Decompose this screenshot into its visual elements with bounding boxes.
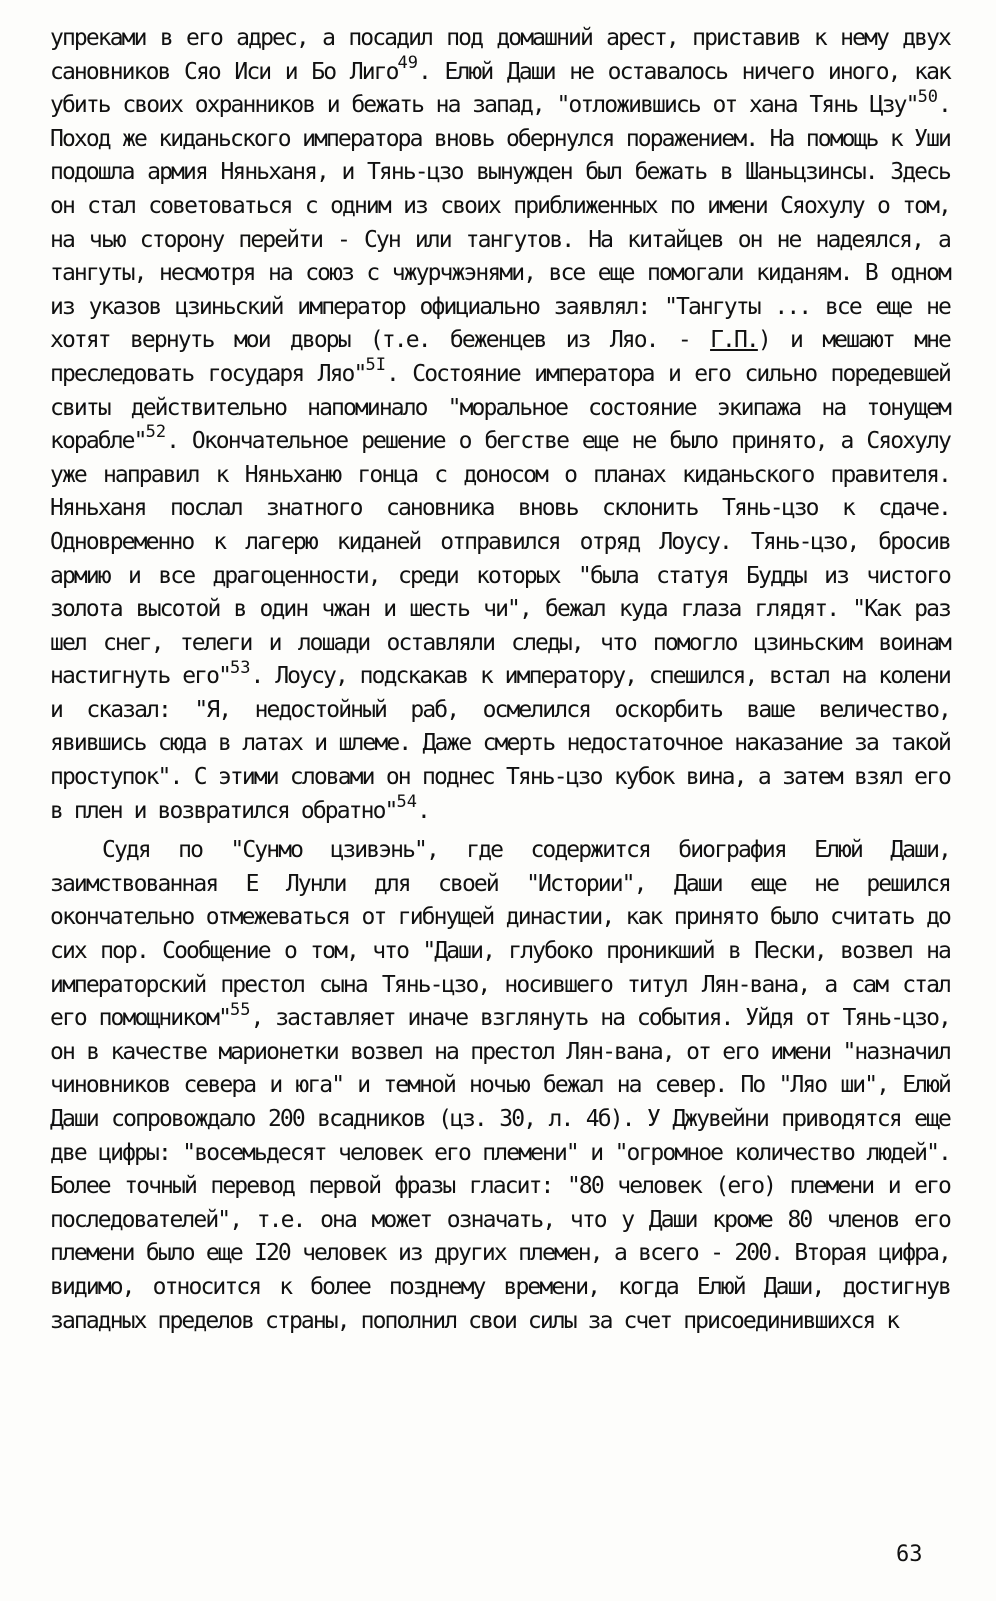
text-run: , заставляет иначе взглянуть на события. Уйдя от Тянь-цзо, он в качестве марионетки возвел на престол Лян-вана, от его имени "назначил чиновников севера и юга" и темной ночью бежал на север. По "Ляо ши", Елюй Даши сопровождало 200 всадников (цз. 30, л. 4б). У Джувейни приводятся еще две цифры: "восемьдесят человек его племени" и "огромное количество людей". Более точный перевод первой фразы гласит: "80 человек (его) племени и его последователей", т.е. она может означать, что у Даши кроме 80 членов его племени было еще I20 человек из других племен, а всего - 200. Вторая цифра, видимо, относится к более позднему времени, когда Елюй Даши, достигнув западных пределов страны, пополнил свои силы за счет присоединившихся к [50,1005,950,1334]
paragraph-2 [50,834,950,1338]
page-number: 63 [896,1542,923,1567]
text-run: . Окончательное решение о бегстве еще не было принято, а Сяохулу уже направил к Няньханю гонца с доносом о планах киданьского правителя. Няньханя послал знатного сановника вновь склонить Тянь-цзо к сдаче. Одновременно к лагерю киданей отправился отряд Лоусу. Тянь-цзо, бросив армию и все драгоценности, среди которых "была статуя Будды из чистого золота высотой в один чжан и шесть чи", бежал куда глаза глядят. "Как раз шел снег, телеги и лошади оставляли следы, что помогло цзиньским воинам настигнуть его" [50,428,950,690]
footnote-49: 49 [397,52,419,73]
text-run: упреками в его адрес, а посадил под домашний арест, приставив к нему двух сановников Сяо Иси и Бо Лиго [50,25,950,85]
text-run: . Состояние императора и его сильно поредевшей свиты действительно напоминало "моральное состояние экипажа на тонущем корабле" [50,360,950,455]
footnote-51: 5I [365,355,386,376]
text-run: ) и мешают мне преследовать государя Ляо" [50,327,950,387]
text-run: Судя по "Сунмо цзивэнь", где содержится биография Елюй Даши, заимствованная Е Лунли для своей "Истории", Даши еще не решился окончательно отмежеваться от гибнущей династии, как принято было считать до сих пор. Сообщение о том, что "Даши, глубоко проникший в Пески, возвел на императорский престол сына Тянь-цзо, носившего титул Лян-вана, а сам стал его помощником" [50,837,950,1032]
text-run: . Елюй Даши не оставалось ничего иного, как убить своих охранников и бежать на запад, "отложившись от хана Тянь Цзу" [50,58,950,119]
footnote-53: 53 [230,657,251,678]
footnote-54: 54 [396,792,417,812]
paragraph-1 [50,22,950,828]
text-run: . Лоусу, подскакав к императору, спешился, встал на колени и сказал: "Я, недостойный раб, осмелился оскорбить ваше величество, явившись сюда в латах и шлеме. Даже смерть недостаточное наказание за такой проступок". С этими словами он поднес Тянь-цзо кубок вина, а затем взял его в плен и возвратился обратно" [50,663,950,824]
text-run: . Поход же киданьского императора вновь обернулся поражением. На помощь к Уши подошла армия Няньханя, и Тянь-цзо вынужден был бежать в Шаньцзинсы. Здесь он стал советоваться с одним из своих приближенных по имени Сяохулу о том, на чью сторону перейти - Сун или тангутов. На китайцев он не надеялся, а тангуты, несмотря на союз с чжурчжэнями, все еще помогали киданям. В одном из указов цзиньский император официально заявлял: "Тангуты ... все еще не хотят вернуть мои дворы (т.е. беженцев из Ляо. - [50,92,950,354]
footnote-50: 50 [917,86,939,107]
footnote-55: 55 [230,999,251,1020]
text-run: . [416,797,429,824]
footnote-52: 52 [145,422,167,443]
author-initials: Г.П. [710,327,758,354]
body-text [50,22,950,1338]
